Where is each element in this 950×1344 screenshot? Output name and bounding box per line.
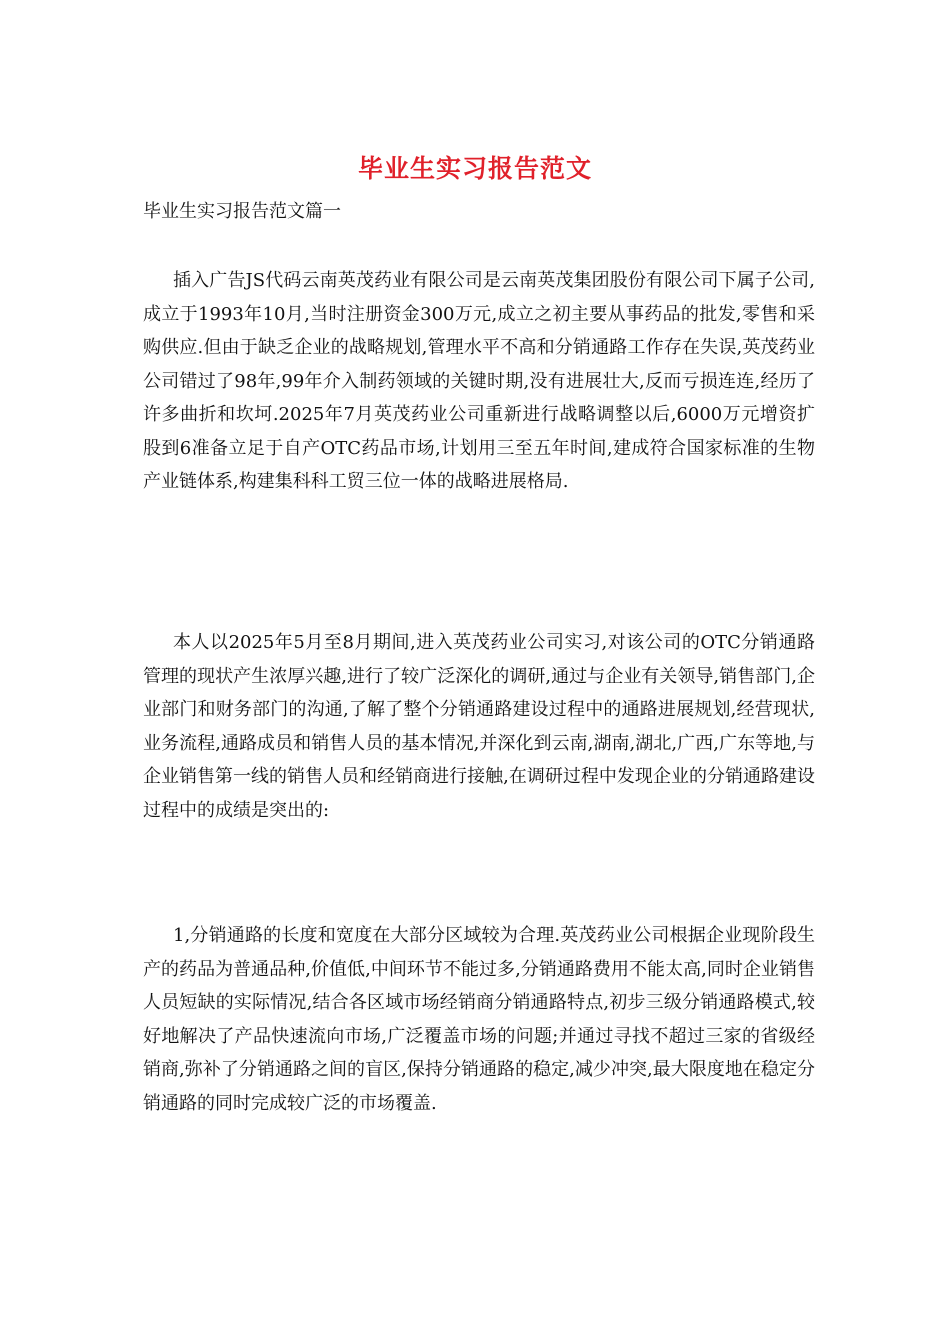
document-title: 毕业生实习报告范文 — [357, 154, 592, 183]
paragraph-1: 插入广告JS代码云南英茂药业有限公司是云南英茂集团股份有限公司下属子公司,成立于1993年10月,当时注册资金300万元,成立之初主要从事药品的批发,零售和采购供应.但由于缺乏企业的战略规划,管理水平不高和分销通路工作存在失误,英茂药业公司错过了98年,99年介入制药领域的关键时期,没有进展壮大,反而亏损连连,经历了许多曲折和坎坷.2025年7月英茂药业公司重新进行战略调整以后,6000万元增资扩股到6准备立足于自产OTC药品市场,计划用三至五年时间,建成符合国家标准的生物产业链体系,构建集科科工贸三位一体的战略进展格局. — [143, 270, 815, 492]
document-subtitle: 毕业生实习报告范文篇一 — [143, 201, 341, 222]
paragraph-3: 1,分销通路的长度和宽度在大部分区域较为合理.英茂药业公司根据企业现阶段生产的药品为普通品种,价值低,中间环节不能过多,分销通路费用不能太高,同时企业销售人员短缺的实际情况,结合各区域市场经销商分销通路特点,初步三级分销通路模式,较好地解决了产品快速流向市场,广泛覆盖市场的问题;并通过寻找不超过三家的省级经销商,弥补了分销通路之间的盲区,保持分销通路的稳定,减少冲突,最大限度地在稳定分销通路的同时完成较广泛的市场覆盖. — [143, 925, 815, 1114]
paragraph-2: 本人以2025年5月至8月期间,进入英茂药业公司实习,对该公司的OTC分销通路管理的现状产生浓厚兴趣,进行了较广泛深化的调研,通过与企业有关领导,销售部门,企业部门和财务部门的沟通,了解了整个分销通路建设过程中的通路进展规划,经营现状,业务流程,通路成员和销售人员的基本情况,并深化到云南,湖南,湖北,广西,广东等地,与企业销售第一线的销售人员和经销商进行接触,在调研过程中发现企业的分销通路建设过程中的成绩是突出的: — [143, 632, 815, 821]
